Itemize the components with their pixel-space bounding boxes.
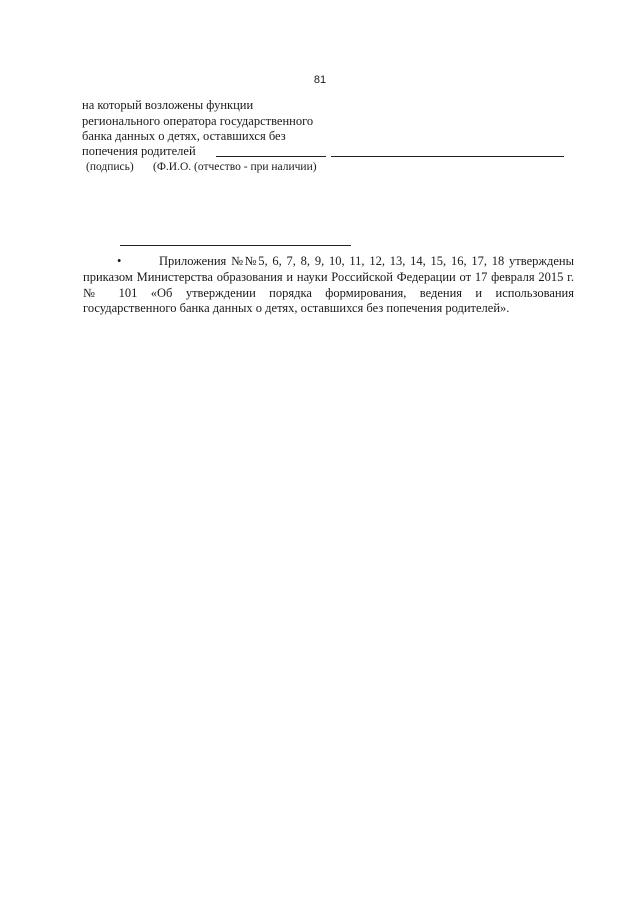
footnote-bullet: • xyxy=(117,254,122,268)
signature-line-3: банка данных о детях, оставшихся без xyxy=(82,129,286,143)
name-blank-line xyxy=(331,156,564,157)
footnote-text: Приложения №№5, 6, 7, 8, 9, 10, 11, 12, 13, 14, 15, 16, 17, 18 утверждены приказом Министерства образования и науки Российской Федерации от 17 февраля 2015 г. № 101 «Об утверждении порядка формирования, ведения и использования государственного банка данных о детях, оставшихся без попечения родителей». xyxy=(83,254,574,316)
page-number: 81 xyxy=(313,74,327,86)
signature-captions xyxy=(86,160,317,174)
signature-blank-line xyxy=(216,156,326,157)
caption-signature: (подпись) xyxy=(86,161,134,173)
signature-last-line: попечения родителей xyxy=(82,144,196,158)
signature-block xyxy=(82,98,313,145)
signature-line-2: регионального оператора государственного xyxy=(82,113,314,128)
footnote xyxy=(83,254,574,317)
footnote-separator xyxy=(120,245,351,246)
signature-line-1: на который возложены функции xyxy=(82,98,254,112)
caption-name: (Ф.И.О. (отчество - при наличии) xyxy=(153,161,317,173)
